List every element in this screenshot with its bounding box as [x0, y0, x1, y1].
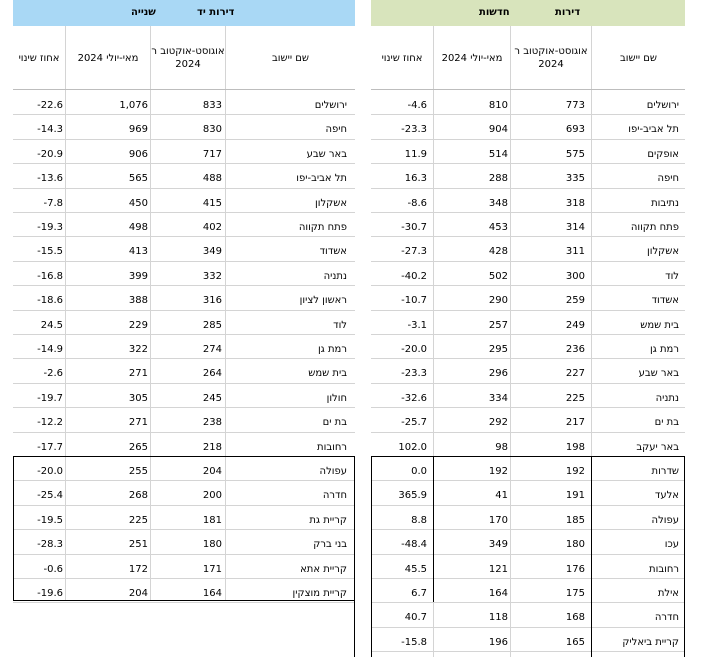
new-cell-change: 8.8: [411, 514, 427, 526]
new-section-title: דירות: [555, 7, 581, 18]
resale-cell-change: -7.8: [43, 197, 63, 209]
resale-cell-aug_oct: 717: [202, 148, 222, 160]
resale-cell-may_jul: 498: [128, 222, 148, 233]
new-cell-may_jul: 502: [488, 270, 508, 282]
new-cell-name: בית שמש: [640, 319, 679, 331]
resale-cell-name: קריית מוצקין: [292, 588, 347, 599]
resale-cell-aug_oct: 171: [202, 563, 222, 575]
resale-cell-may_jul: 565: [128, 173, 148, 185]
resale-col-aug-oct: אוגוסט-אוקטוב ר 2024: [151, 46, 225, 70]
resale-table-row: [13, 554, 355, 578]
resale-table-row: [13, 456, 355, 480]
resale-cell-aug_oct: 316: [202, 295, 222, 307]
new-cell-may_jul: 192: [488, 466, 508, 477]
new-cell-may_jul: 257: [488, 319, 508, 331]
resale-cell-name: חולון: [326, 392, 347, 404]
new-cell-change: -25.7: [401, 417, 427, 429]
new-cell-name: אילת: [657, 588, 679, 599]
new-cell-aug_oct: 185: [565, 514, 585, 526]
new-cell-change: 16.3: [404, 173, 427, 185]
new-cell-aug_oct: 773: [565, 100, 585, 111]
resale-cell-name: קריית אתא: [300, 563, 347, 575]
resale-cell-aug_oct: 274: [202, 344, 222, 355]
new-cell-aug_oct: 225: [565, 392, 585, 404]
new-cell-may_jul: 904: [488, 124, 508, 136]
resale-cell-change: -0.6: [43, 563, 63, 575]
new-col-may-jul: מאי-יולי 2024: [441, 52, 503, 64]
new-cell-name: עפולה: [651, 514, 679, 526]
new-table-row: [371, 505, 685, 529]
resale-cell-change: -2.6: [43, 368, 63, 380]
resale-table-row: [13, 407, 355, 431]
new-cell-aug_oct: 165: [565, 636, 585, 648]
new-cell-aug_oct: 198: [565, 441, 585, 453]
new-cell-aug_oct: 217: [565, 417, 585, 429]
new-cell-change: -10.7: [401, 295, 427, 307]
new-cell-aug_oct: 180: [565, 539, 585, 551]
resale-cell-change: -12.2: [37, 417, 63, 429]
new-cell-may_jul: 334: [488, 392, 508, 404]
resale-cell-name: ירושלים: [314, 100, 347, 111]
resale-cell-name: פתח תקווה: [298, 222, 347, 233]
new-table-row: [371, 602, 685, 626]
new-cell-change: -3.1: [407, 319, 427, 331]
resale-table-row: [13, 261, 355, 285]
resale-cell-change: -17.7: [37, 441, 63, 453]
new-cell-change: -23.3: [401, 368, 427, 380]
new-cell-change: -27.3: [401, 246, 427, 258]
new-cell-change: -32.6: [401, 392, 427, 404]
resale-cell-aug_oct: 180: [202, 539, 222, 551]
new-cell-may_jul: 453: [488, 222, 508, 233]
resale-table-row: [13, 90, 355, 114]
new-col-aug-oct: אוגוסט-אוקטוב ר 2024: [514, 46, 588, 70]
new-cell-change: -15.8: [401, 636, 427, 648]
new-table-row: [371, 480, 685, 504]
new-row-divider: [371, 651, 685, 652]
resale-cell-name: רמת גן: [317, 344, 347, 355]
new-table-row: [371, 578, 685, 602]
new-table-row: [371, 554, 685, 578]
resale-cell-may_jul: 268: [128, 490, 148, 502]
resale-cell-change: -13.6: [37, 173, 63, 185]
resale-table-row: [13, 285, 355, 309]
resale-cell-may_jul: 271: [128, 417, 148, 429]
resale-cell-name: אשקלון: [315, 197, 347, 209]
resale-cell-may_jul: 1,076: [119, 100, 148, 111]
new-col-change: אחוז שינוי: [381, 52, 423, 64]
new-cell-name: עכו: [664, 539, 679, 551]
resale-cell-aug_oct: 332: [202, 270, 222, 282]
new-cell-aug_oct: 191: [565, 490, 585, 502]
resale-cell-name: רחובות: [317, 441, 347, 453]
new-cell-aug_oct: 168: [565, 612, 585, 624]
resale-col-may-jul: מאי-יולי 2024: [77, 52, 139, 64]
resale-cell-aug_oct: 181: [202, 514, 222, 526]
resale-cell-name: לוד: [333, 319, 347, 331]
new-table-row: [371, 358, 685, 382]
resale-cell-aug_oct: 204: [202, 466, 222, 477]
new-table-row: [371, 163, 685, 187]
new-cell-may_jul: 295: [488, 344, 508, 355]
resale-cell-aug_oct: 264: [202, 368, 222, 380]
new-cell-may_jul: 170: [488, 514, 508, 526]
resale-cell-name: חדרה: [322, 490, 347, 502]
resale-table-row: [13, 432, 355, 456]
new-cell-name: שדרות: [651, 466, 679, 477]
resale-table-row: [13, 163, 355, 187]
resale-cell-may_jul: 265: [128, 441, 148, 453]
new-cell-name: באר יעקב: [636, 441, 679, 453]
resale-table-row: [13, 480, 355, 504]
resale-cell-may_jul: 271: [128, 368, 148, 380]
resale-col-name: שם יישוב: [272, 52, 309, 64]
resale-cell-change: -20.9: [37, 148, 63, 160]
resale-cell-name: אשדוד: [319, 246, 347, 258]
resale-cell-may_jul: 229: [128, 319, 148, 331]
new-cell-may_jul: 428: [488, 246, 508, 258]
new-cell-change: 0.0: [411, 466, 427, 477]
new-cell-name: אופקים: [647, 148, 679, 160]
new-cell-aug_oct: 175: [565, 588, 585, 599]
resale-cell-may_jul: 225: [128, 514, 148, 526]
new-cell-name: חיפה: [657, 173, 679, 185]
new-cell-may_jul: 121: [488, 563, 508, 575]
new-cell-change: 6.7: [411, 588, 427, 599]
resale-cell-may_jul: 399: [128, 270, 148, 282]
resale-cell-may_jul: 305: [128, 392, 148, 404]
resale-cell-name: תל אביב-יפו: [296, 173, 347, 185]
new-cell-aug_oct: 300: [565, 270, 585, 282]
new-cell-may_jul: 118: [488, 612, 508, 624]
new-table-row: [371, 212, 685, 236]
resale-cell-aug_oct: 218: [202, 441, 222, 453]
new-cell-change: -4.6: [407, 100, 427, 111]
resale-cell-aug_oct: 238: [202, 417, 222, 429]
new-cell-change: 40.7: [404, 612, 427, 624]
resale-cell-change: -19.7: [37, 392, 63, 404]
resale-cell-change: -14.3: [37, 124, 63, 136]
new-cell-aug_oct: 259: [565, 295, 585, 307]
new-table-row: [371, 261, 685, 285]
new-cell-change: 45.5: [404, 563, 427, 575]
resale-table-row: [13, 310, 355, 334]
resale-cell-may_jul: 450: [128, 197, 148, 209]
new-cell-aug_oct: 236: [565, 344, 585, 355]
new-table-row: [371, 139, 685, 163]
resale-cell-may_jul: 413: [128, 246, 148, 258]
resale-cell-aug_oct: 285: [202, 319, 222, 331]
resale-table-row: [13, 236, 355, 260]
resale-cell-name: בני ברק: [313, 539, 347, 551]
new-cell-change: -40.2: [401, 270, 427, 282]
new-cell-change: -30.7: [401, 222, 427, 233]
resale-cell-aug_oct: 415: [202, 197, 222, 209]
new-cell-change: -48.4: [401, 539, 427, 551]
resale-cell-change: -15.5: [37, 246, 63, 258]
new-table-row: [371, 114, 685, 138]
resale-cell-change: -18.6: [37, 295, 63, 307]
new-table-row: [371, 529, 685, 553]
new-cell-change: 11.9: [404, 148, 427, 160]
new-cell-aug_oct: 192: [565, 466, 585, 477]
new-cell-name: אלעד: [654, 490, 679, 502]
resale-section-title: דירות יד: [197, 7, 235, 18]
new-col-name: שם יישוב: [620, 52, 657, 64]
new-cell-name: נתניה: [655, 392, 679, 404]
resale-cell-name: בת ים: [322, 417, 347, 429]
new-table-row: [371, 310, 685, 334]
resale-cell-may_jul: 388: [128, 295, 148, 307]
resale-cell-name: קריית גת: [309, 514, 347, 526]
new-cell-may_jul: 296: [488, 368, 508, 380]
resale-cell-may_jul: 204: [128, 588, 148, 599]
resale-cell-may_jul: 969: [128, 124, 148, 136]
resale-cell-aug_oct: 833: [202, 100, 222, 111]
resale-cell-change: -14.9: [37, 344, 63, 355]
resale-cell-may_jul: 906: [128, 148, 148, 160]
resale-cell-change: -22.6: [37, 100, 63, 111]
new-cell-name: אשדוד: [651, 295, 679, 307]
new-cell-may_jul: 349: [488, 539, 508, 551]
resale-table-row: [13, 139, 355, 163]
new-cell-aug_oct: 227: [565, 368, 585, 380]
resale-cell-change: 24.5: [40, 319, 63, 331]
new-cell-change: -8.6: [407, 197, 427, 209]
resale-row-divider: [13, 602, 355, 603]
resale-table-row: [13, 114, 355, 138]
resale-cell-may_jul: 172: [128, 563, 148, 575]
new-table-row: [371, 407, 685, 431]
resale-apartments-header: [13, 0, 355, 26]
resale-cell-change: -28.3: [37, 539, 63, 551]
new-cell-aug_oct: 314: [565, 222, 585, 233]
resale-table-row: [13, 505, 355, 529]
new-table-row: [371, 627, 685, 651]
new-cell-name: רחובות: [649, 563, 679, 575]
new-apartments-table: [371, 0, 685, 657]
new-cell-aug_oct: 335: [565, 173, 585, 185]
resale-cell-change: -20.0: [37, 466, 63, 477]
resale-table-row: [13, 578, 355, 602]
new-cell-name: ירושלים: [646, 100, 679, 111]
new-cell-name: תל אביב-יפו: [628, 124, 679, 136]
resale-cell-aug_oct: 488: [202, 173, 222, 185]
resale-cell-aug_oct: 402: [202, 222, 222, 233]
new-cell-name: קריית ביאליק: [622, 636, 679, 648]
new-section-subtitle: חדשות: [479, 7, 510, 18]
resale-cell-change: -25.4: [37, 490, 63, 502]
new-cell-name: לוד: [665, 270, 679, 282]
resale-cell-aug_oct: 164: [202, 588, 222, 599]
new-table-row: [371, 432, 685, 456]
resale-cell-name: בית שמש: [308, 368, 347, 380]
new-cell-name: פתח תקווה: [630, 222, 679, 233]
new-table-row: [371, 188, 685, 212]
new-cell-aug_oct: 575: [565, 148, 585, 160]
resale-cell-change: -19.5: [37, 514, 63, 526]
resale-table-row: [13, 383, 355, 407]
new-cell-aug_oct: 318: [565, 197, 585, 209]
new-cell-change: -23.3: [401, 124, 427, 136]
new-cell-may_jul: 290: [488, 295, 508, 307]
resale-cell-aug_oct: 200: [202, 490, 222, 502]
new-cell-may_jul: 164: [488, 588, 508, 599]
new-cell-change: 365.9: [398, 490, 427, 502]
new-cell-change: -20.0: [401, 344, 427, 355]
resale-cell-change: -19.3: [37, 222, 63, 233]
new-cell-aug_oct: 693: [565, 124, 585, 136]
resale-cell-may_jul: 255: [128, 466, 148, 477]
new-apartments-header: [371, 0, 685, 26]
resale-cell-aug_oct: 349: [202, 246, 222, 258]
resale-table-row: [13, 188, 355, 212]
resale-apartments-table: [13, 0, 355, 657]
new-table-row: [371, 285, 685, 309]
resale-table-row: [13, 529, 355, 553]
new-table-row: [371, 456, 685, 480]
resale-cell-may_jul: 251: [128, 539, 148, 551]
resale-cell-aug_oct: 245: [202, 392, 222, 404]
resale-cell-name: נתניה: [323, 270, 347, 282]
new-cell-aug_oct: 311: [565, 246, 585, 258]
resale-table-row: [13, 334, 355, 358]
resale-cell-name: חיפה: [325, 124, 347, 136]
resale-cell-change: -19.6: [37, 588, 63, 599]
resale-cell-name: עפולה: [319, 466, 347, 477]
new-cell-aug_oct: 249: [565, 319, 585, 331]
new-cell-may_jul: 41: [495, 490, 508, 502]
resale-cell-name: ראשון לציון: [299, 295, 347, 307]
new-cell-name: אשקלון: [647, 246, 679, 258]
new-cell-may_jul: 196: [488, 636, 508, 648]
new-cell-name: בת ים: [654, 417, 679, 429]
resale-table-row: [13, 212, 355, 236]
new-table-row: [371, 236, 685, 260]
resale-cell-name: באר שבע: [306, 148, 347, 160]
new-cell-name: חדרה: [654, 612, 679, 624]
resale-cell-may_jul: 322: [128, 344, 148, 355]
new-table-row: [371, 334, 685, 358]
resale-cell-aug_oct: 830: [202, 124, 222, 136]
resale-cell-change: -16.8: [37, 270, 63, 282]
new-cell-may_jul: 810: [488, 100, 508, 111]
resale-col-change: אחוז שינוי: [18, 52, 60, 64]
new-cell-name: רמת גן: [649, 344, 679, 355]
resale-section-subtitle: שנייה: [131, 7, 156, 18]
new-cell-name: באר שבע: [638, 368, 679, 380]
new-cell-aug_oct: 176: [565, 563, 585, 575]
new-table-row: [371, 383, 685, 407]
new-cell-name: נתיבות: [651, 197, 679, 209]
new-cell-may_jul: 288: [488, 173, 508, 185]
new-table-row: [371, 90, 685, 114]
new-cell-change: 102.0: [398, 441, 427, 453]
new-cell-may_jul: 514: [488, 148, 508, 160]
resale-table-row: [13, 358, 355, 382]
new-cell-may_jul: 292: [488, 417, 508, 429]
new-cell-may_jul: 98: [495, 441, 508, 453]
new-cell-may_jul: 348: [488, 197, 508, 209]
